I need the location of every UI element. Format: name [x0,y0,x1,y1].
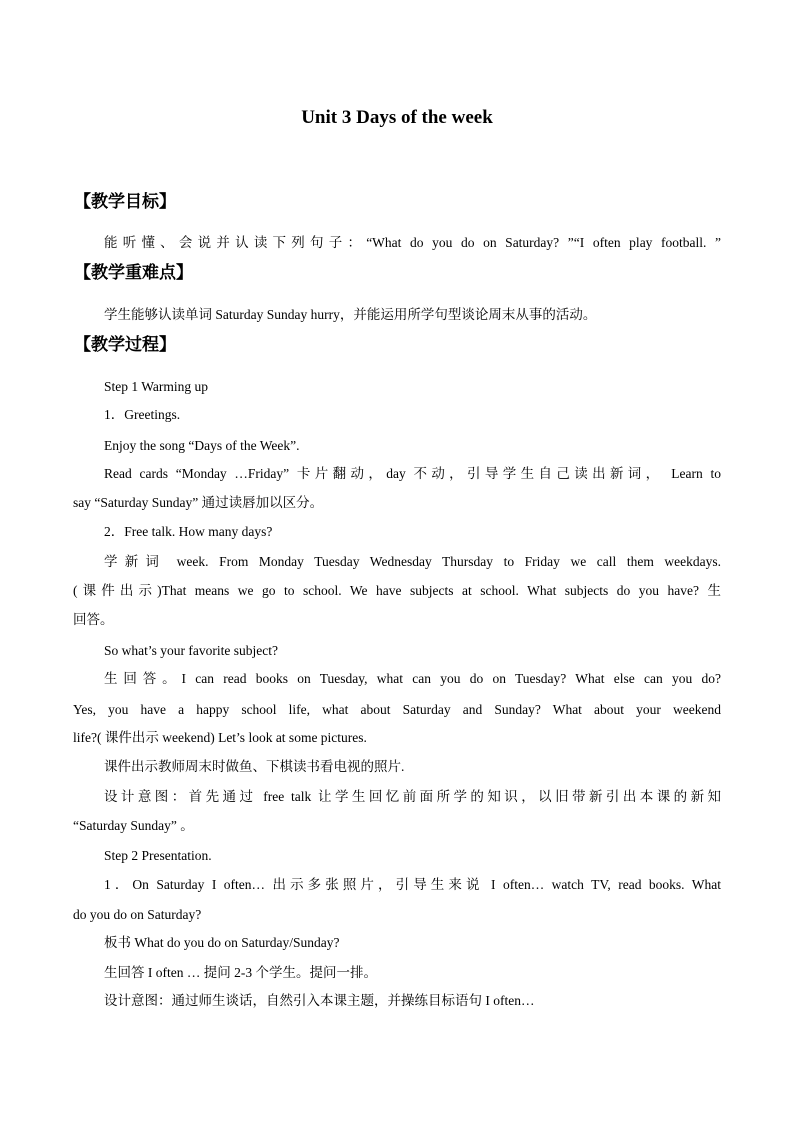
paragraph-line: say “Saturday Sunday” 通过读唇加以区分。 [73,495,324,510]
step2-heading: Step 2 Presentation. [104,848,212,863]
paragraph-line: “Saturday Sunday” 。 [73,818,194,833]
paragraph-line: 板书 What do you do on Saturday/Sunday? [104,935,340,950]
paragraph-line: do you do on Saturday? [73,907,202,922]
paragraph-line: 回答。 [73,612,114,627]
paragraph-line: 学新词 week. From Monday Tuesday Wednesday Thursday to Friday we call them weekdays. [104,554,721,569]
paragraph-line: 生回答。I can read books on Tuesday, what can you do on Tuesday? What else can you do? [104,671,721,686]
heading-objectives: 【教学目标】 [74,192,176,212]
paragraph-line: Yes, you have a happy school life, what about Saturday and Sunday? What about your weekend [73,702,721,717]
paragraph-line: 设计意图：首先通过 free talk 让学生回忆前面所学的知识，以旧带新引出本课的新知 [104,789,721,804]
paragraph-line: 课件出示教师周末时做鱼、下棋读书看电视的照片. [104,759,405,774]
document-title: Unit 3 Days of the week [301,107,493,128]
list-item: 1．Greetings. [104,407,181,422]
step1-heading: Step 1 Warming up [104,379,209,394]
objectives-text: 能听懂、会说并认读下列句子：“What do you do on Saturday? ”“I often play football. ” [104,235,721,250]
list-item: 2．Free talk. How many days? [104,524,273,539]
list-item: Enjoy the song “Days of the Week”. [104,438,300,453]
key-points-text: 学生能够认读单词 Saturday Sunday hurry，并能运用所学句型谈论周末从事的活动。 [104,307,597,322]
heading-key-points: 【教学重难点】 [74,263,193,283]
paragraph-line: 生回答 I often … 提问 2-3 个学生。提问一排。 [104,965,377,980]
paragraph-line: (课件出示)That means we go to school. We have subjects at school. What subjects do you have? 生 [73,583,721,598]
paragraph-line: 设计意图：通过师生谈话，自然引入本课主题，并操练目标语句 I often… [104,993,535,1008]
paragraph-line: 1．On Saturday I often… 出示多张照片，引导生来说 I often… watch TV, read books. What [104,877,721,892]
paragraph-line: So what’s your favorite subject? [104,643,278,658]
paragraph-line: life?( 课件出示 weekend) Let’s look at some pictures. [73,730,367,745]
heading-process: 【教学过程】 [74,335,176,355]
paragraph-line: Read cards “Monday …Friday” 卡片翻动，day 不动，引导学生自己读出新词， Learn to [104,466,721,481]
